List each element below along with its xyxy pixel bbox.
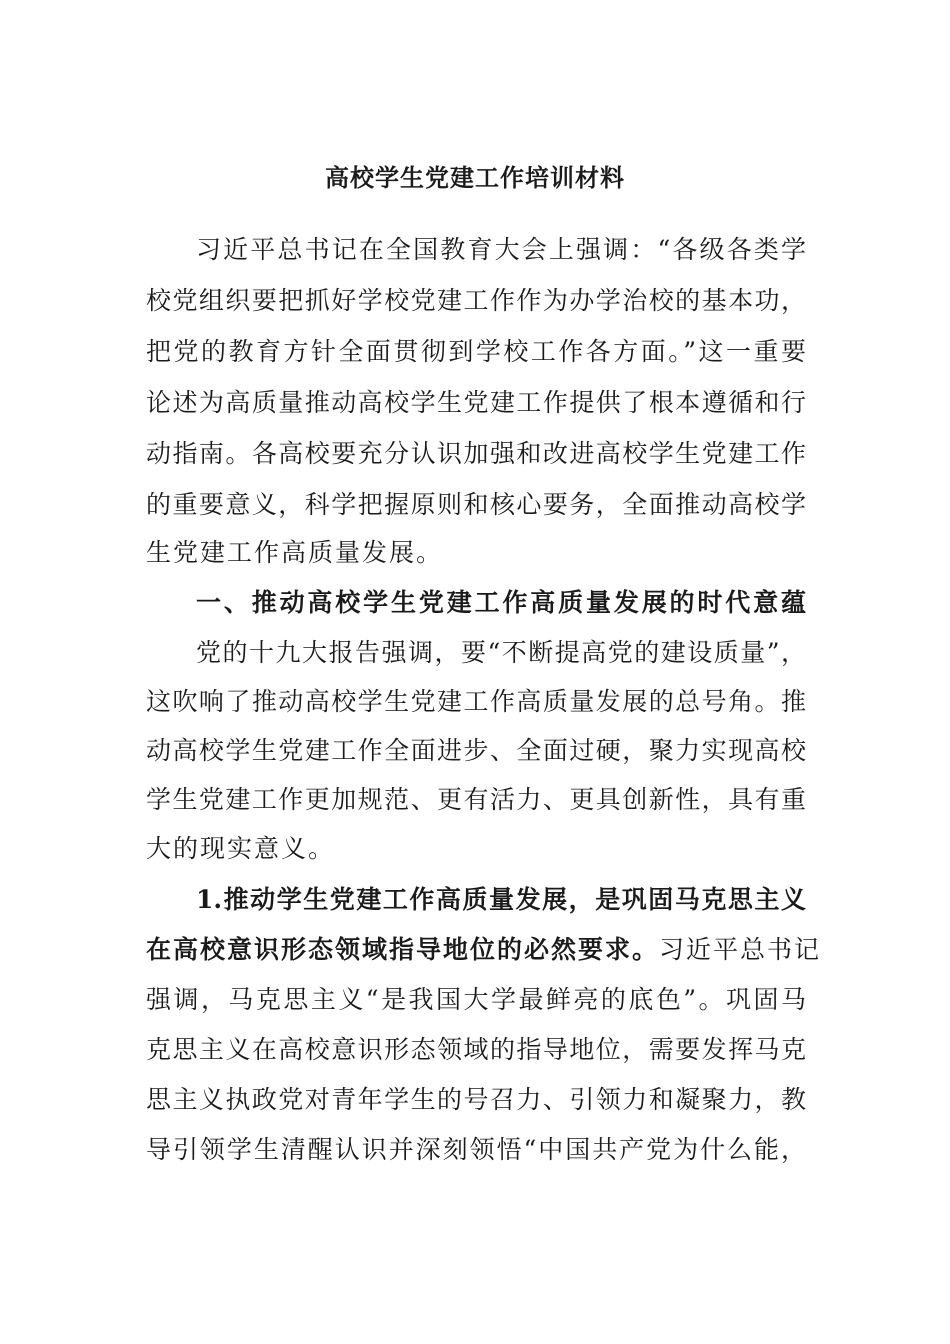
document-title: 高校学生党建工作培训材料 — [325, 163, 625, 192]
paragraph-line: 导引领学生清醒认识并深刻领悟“中国共产党为什么能， — [146, 1135, 806, 1164]
paragraph-line: 思主义执政党对青年学生的号召力、引领力和凝聚力，教 — [146, 1085, 806, 1114]
paragraph-line: 把党的教育方针全面贯彻到学校工作各方面。”这一重要 — [146, 337, 806, 366]
paragraph-line: 校党组织要把抓好学校党建工作作为办学治校的基本功， — [146, 286, 806, 315]
paragraph-line: 习近平总书记在全国教育大会上强调：“各级各类学 — [196, 235, 806, 264]
paragraph-text: 习近平总书记 — [659, 935, 822, 964]
subheading-line: 1.推动学生党建工作高质量发展，是巩固马克思主义 — [196, 885, 806, 914]
paragraph-line: 的重要意义，科学把握原则和核心要务，全面推动高校学 — [146, 490, 806, 519]
paragraph-line: 动指南。各高校要充分认识加强和改进高校学生党建工作 — [146, 439, 806, 468]
subheading-tail: 在高校意识形态领域指导地位的必然要求。 — [146, 935, 660, 964]
paragraph-line: 党的十九大报告强调，要“不断提高党的建设质量”， — [196, 638, 806, 667]
paragraph-line: 生党建工作高质量发展。 — [146, 538, 444, 567]
paragraph-line: 这吹响了推动高校学生党建工作高质量发展的总号角。推 — [146, 687, 806, 716]
paragraph-line: 动高校学生党建工作全面进步、全面过硬，聚力实现高校 — [146, 736, 806, 765]
paragraph-line: 克思主义在高校意识形态领域的指导地位，需要发挥马克 — [146, 1035, 806, 1064]
paragraph-line: 论述为高质量推动高校学生党建工作提供了根本遵循和行 — [146, 388, 806, 417]
section-heading: 一、推动高校学生党建工作高质量发展的时代意蕴 — [196, 588, 806, 617]
paragraph-line: 大的现实意义。 — [146, 834, 336, 863]
mixed-line — [146, 930, 822, 970]
paragraph-line: 学生党建工作更加规范、更有活力、更具创新性，具有重 — [146, 785, 806, 814]
paragraph-line: 强调，马克思主义“是我国大学最鲜亮的底色”。巩固马 — [146, 985, 806, 1014]
